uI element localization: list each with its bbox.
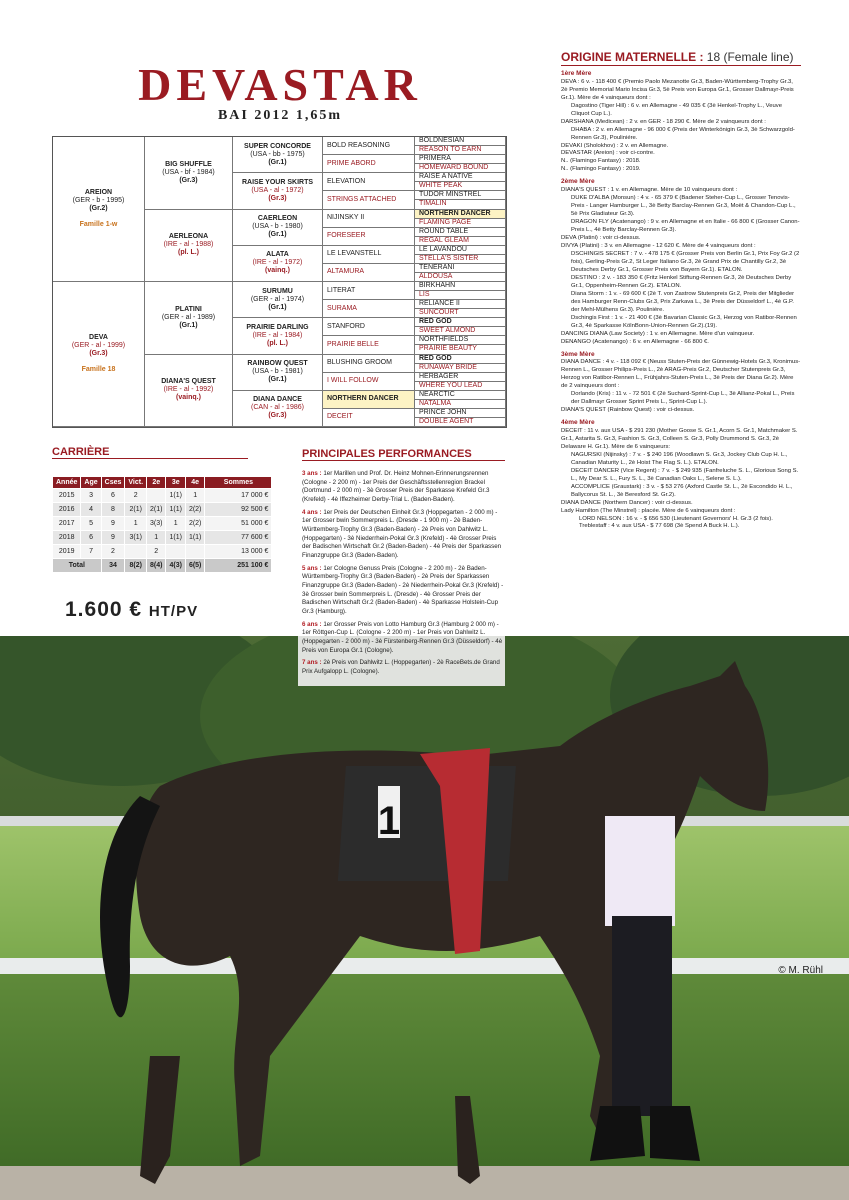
horse-grade: (pl. L.) xyxy=(178,249,199,257)
career-cell: 1(1) xyxy=(166,531,185,545)
maternal-origin-text xyxy=(561,70,801,531)
maternal-origin xyxy=(561,50,801,531)
pedigree-gen4: DECEIT xyxy=(323,409,415,427)
career-cell: 2016 xyxy=(53,503,81,517)
performance-year: 5 ans : xyxy=(302,564,322,572)
pedigree-gen4: STANFORD xyxy=(323,318,415,336)
career-row xyxy=(53,531,272,545)
career-cell: 3(1) xyxy=(125,531,147,545)
maternal-origin-heading xyxy=(561,50,801,66)
pedigree-gen5: RUNAWAY BRIDE xyxy=(415,364,506,373)
career-cell: 9 xyxy=(101,517,125,531)
career-cell: 4 xyxy=(81,503,101,517)
horse-name: BIG SHUFFLE xyxy=(165,160,212,168)
career-row xyxy=(53,517,272,531)
horse-grade: (Gr.3) xyxy=(89,350,108,357)
horse-info: (IRE - al - 1992) xyxy=(163,386,214,394)
pedigree-gen4: LITERAT xyxy=(323,282,415,300)
horse-info: (USA - b - 1980) xyxy=(252,223,303,231)
career-total-cell: 8(4) xyxy=(147,559,166,573)
pedigree-gen5: STELLA'S SISTER xyxy=(415,255,506,264)
horse-info: (GER - al - 1974) xyxy=(250,295,305,303)
career-cell: 1(1) xyxy=(166,489,185,503)
horse-grade: (Gr.3) xyxy=(268,194,287,202)
pedigree-gen4: NIJINSKY II xyxy=(323,210,415,228)
produce-line: NAGURSKI (Nijinsky) : 7 v. - $ 240 196 (Woodlawn S. Gr.3, Jockey Club Cup H. L., Canadian Maturity L., 2è Hoist The Flag S. L.). ETALON. xyxy=(571,451,788,466)
career-col-header: Sommes xyxy=(205,477,272,489)
career-cell: 92 500 € xyxy=(205,503,272,517)
performance-paragraph xyxy=(302,509,505,561)
pedigree-gen5: TUDOR MINSTREL xyxy=(415,191,506,200)
career-cell: 2018 xyxy=(53,531,81,545)
performance-year: 4 ans : xyxy=(302,508,322,516)
horse-photo-illustration xyxy=(0,636,849,1200)
horse-grade: (Gr.1) xyxy=(268,376,287,384)
produce-line: DEVAKI (Sholokhov) : 2 v. en Allemagne. xyxy=(561,142,669,149)
pedigree-gen3 xyxy=(233,210,323,246)
pedigree-gen5: LE LAVANDOU xyxy=(415,246,506,255)
performance-text: 1er Preis der Deutschen Einheit Gr.3 (Hoppegarten - 2 000 m) - 1er Grosser bwin Sommerpreis L. (Dresde - 1 900 m) - 2è Baden-Württemberg-Trophy Gr.3 (Baden-Baden) - 2è Preis von Dahlwitz L. (Hoppegarten) - 3è Niederrhein-Pokal Gr.3 (Krefeld) - 4è Grosser Preis der Badischen Wirtschaft Gr.2 (Baden-Baden) - 4è Preis der Sparkassen Finanzgruppe Gr.3 (Baden-Baden). xyxy=(302,508,502,560)
horse-grade: (vainq.) xyxy=(265,267,290,275)
career-col-header: Age xyxy=(81,477,101,489)
photo-credit: © M. Rühl xyxy=(778,965,823,976)
pedigree-gen5: FLAMING PAGE xyxy=(415,219,506,228)
dam-generation-heading: 2ème Mère xyxy=(561,178,595,186)
horse-name: DIANA DANCE xyxy=(253,396,302,404)
pedigree-gen5: NATALMA xyxy=(415,400,506,409)
pedigree-gen4: BLUSHING GROOM xyxy=(323,355,415,373)
career-cell: 2(1) xyxy=(125,503,147,517)
pedigree-gen5: SUNCOURT xyxy=(415,309,506,318)
pedigree-table xyxy=(52,136,507,428)
career-cell xyxy=(166,545,185,559)
performance-year: 6 ans : xyxy=(302,620,322,628)
pedigree-gen3 xyxy=(233,173,323,209)
pedigree-gen4: I WILL FOLLOW xyxy=(323,373,415,391)
pedigree-gen5: PRAIRIE BEAUTY xyxy=(415,345,506,354)
career-heading: CARRIÈRE xyxy=(52,446,248,459)
career-cell: 1 xyxy=(166,517,185,531)
pedigree-gen5: LIS xyxy=(415,291,506,300)
produce-line: DIVYA (Platini) : 3 v. en Allemagne - 12 620 €. Mère de 4 vainqueurs dont : xyxy=(561,242,756,249)
performance-year: 3 ans : xyxy=(302,470,322,477)
career-total-cell: 34 xyxy=(101,559,125,573)
career-cell: 3(3) xyxy=(147,517,166,531)
career-col-header: 2e xyxy=(147,477,166,489)
pedigree-gen5: RAISE A NATIVE xyxy=(415,173,506,182)
pedigree-gen2 xyxy=(145,210,233,283)
pedigree-gen5: RELIANCE II xyxy=(415,300,506,309)
pedigree-dam xyxy=(53,282,145,427)
career-cell: 2 xyxy=(147,545,166,559)
career-cell: 1(1) xyxy=(185,531,204,545)
pedigree-gen4: PRIME ABORD xyxy=(323,155,415,173)
career-cell: 2(2) xyxy=(185,503,204,517)
career-cell: 2(1) xyxy=(147,503,166,517)
horse-grade: (Gr.3) xyxy=(179,176,198,184)
horse-grade: (Gr.3) xyxy=(268,412,287,420)
produce-line: DUKE D'ALBA (Monsun) : 4 v. - 65 379 € (Badener Steher-Cup L., Grosser Tenovis-Preis - Langer Hamburger L., 3è Betty Barclay-Rennen Gr.3, Moët & Chandon-Cup L., 5è Prix Gladiateur Gr.3). xyxy=(571,195,796,218)
career-cell: 2019 xyxy=(53,545,81,559)
pedigree-gen5: DOUBLE AGENT xyxy=(415,418,506,427)
pedigree-gen5: WHITE PEAK xyxy=(415,182,506,191)
horse-name: AREION xyxy=(84,188,113,196)
performance-paragraph xyxy=(302,659,505,676)
career-cell: 6 xyxy=(101,489,125,503)
career-cell: 5 xyxy=(81,517,101,531)
pedigree-gen4: LE LEVANSTELL xyxy=(323,246,415,264)
career-col-header: Année xyxy=(53,477,81,489)
horse-name: RAISE YOUR SKIRTS xyxy=(241,178,314,186)
pedigree-gen3 xyxy=(233,246,323,282)
pedigree-gen5: ALDOUSA xyxy=(415,273,506,282)
career-cell: 2 xyxy=(101,545,125,559)
origin-heading-label: ORIGINE MATERNELLE : xyxy=(561,50,704,64)
produce-line: DIANA'S QUEST (Rainbow Quest) : voir ci-dessus. xyxy=(561,407,695,414)
career-col-header: Vict. xyxy=(125,477,147,489)
career-cell: 2 xyxy=(125,489,147,503)
horse-info: (IRE - al - 1988) xyxy=(163,241,214,249)
performance-text: 1er Marillen und Prof. Dr. Heinz Mohnen-Erinnerungsrennen (Cologne - 2 200 m) - 1er Preis der Geschäftsstellenregion Brackel (Dortmund - 2 000 m) - 3è Grosser Preis der Sparkasse Krefeld Gr.3 (Krefeld) - 4è Iffezheimer Derby-Trial L. (Baden-Baden). xyxy=(302,470,490,504)
pedigree-gen3 xyxy=(233,391,323,427)
performances-heading: PRINCIPALES PERFORMANCES xyxy=(302,448,505,461)
produce-line: N.. (Flamingo Fantasy) : 2018. xyxy=(561,158,641,165)
career-total-cell: 251 100 € xyxy=(205,559,272,573)
career-total-cell: 4(3) xyxy=(166,559,185,573)
career-cell: 51 000 € xyxy=(205,517,272,531)
pedigree-gen2 xyxy=(145,137,233,210)
career-cell: 1(1) xyxy=(166,503,185,517)
career-cell: 2(2) xyxy=(185,517,204,531)
produce-line: DECEIT DANCER (Vice Regent) : 7 v. - $ 249 935 (Fanfreluche S. L., Glorious Song S. L., My Dear S. L., Fury S. L., 3è Canadian Oaks L., Selene S. L.). xyxy=(571,467,799,482)
pedigree-gen5: RED GOD xyxy=(415,355,506,364)
pedigree-gen5: HERBAGER xyxy=(415,373,506,382)
pedigree-gen5: SWEET ALMOND xyxy=(415,327,506,336)
career-row xyxy=(53,489,272,503)
pedigree-gen4: SURAMA xyxy=(323,300,415,318)
price xyxy=(65,598,198,622)
produce-line: DIANA'S QUEST : 1 v. en Allemagne. Mère de 10 vainqueurs dont : xyxy=(561,187,738,194)
horse-name: SUPER CONCORDE xyxy=(244,142,311,150)
produce-line: DECEIT : 11 v. aux USA - $ 291 230 (Mother Goose S. Gr.1, Acorn S. Gr.1, Matchmaker S. Gr.1, Astarita S. Gr.3, Fashion S. Gr.3, Colleen S. Gr.3, Polly Drummond S. Gr.3, 2è Delaware H. Gr.1). Mère de 6 vainqueurs: xyxy=(561,427,798,450)
horse-info: (USA - bb - 1975) xyxy=(250,150,305,158)
career-total-cell: Total xyxy=(53,559,102,573)
performance-paragraph xyxy=(302,470,505,505)
horse-name: DIANA'S QUEST xyxy=(161,378,216,386)
performance-year: 7 ans : xyxy=(302,659,322,667)
produce-line: DARSHANA (Medicean) : 2 v. en GER - 18 290 €. Mère de 2 vainqueurs dont : xyxy=(561,118,766,125)
career-cell: 1 xyxy=(185,489,204,503)
produce-line: Diana Storm : 1 v. - 69 600 € (2è T. von Zastrow Stutenpreis Gr.2, Preis der Mitglieder des Hamburger Renn-Clubs Gr.3, Prix Zarkava L., 3è Preis der Düsseldorf L., 4è G.P. der Mehl-Mülhens Gr.3). Pouliniére. xyxy=(571,290,795,313)
pedigree-gen4: STRINGS ATTACHED xyxy=(323,191,415,209)
horse-grade: (vainq.) xyxy=(176,394,201,402)
career-col-header: 3e xyxy=(166,477,185,489)
horse-grade: (Gr.1) xyxy=(268,158,287,166)
career-row xyxy=(53,503,272,517)
pedigree-gen5: BIRKHAHN xyxy=(415,282,506,291)
saddle-number: 1 xyxy=(377,799,401,843)
career-cell: 6 xyxy=(81,531,101,545)
pedigree-gen4: NORTHERN DANCER xyxy=(323,391,415,409)
horse-details: BAI 2012 1,65m xyxy=(217,108,343,123)
horse-info: (GER - b - 1995) xyxy=(72,196,125,204)
pedigree-gen5: HOMEWARD BOUND xyxy=(415,164,506,173)
pedigree-gen3 xyxy=(233,355,323,391)
price-amount: 1.600 € xyxy=(65,598,143,621)
performance-text: 1er Grosser Preis von Lotto Hamburg Gr.3 (Hamburg 2 000 m) - 1er Röttgen-Cup L. (Cologne - 2 200 m) - 1er Preis von Dahlwitz L. (Hoppegarten - 2 000 m) - 3è Fürstenberg-Rennen Gr.3 (Düsseldorf) - 4è Preis von Europa Gr.1 (Cologne). xyxy=(302,620,503,654)
pedigree-gen5: TIMALIN xyxy=(415,200,506,209)
produce-line: Dagostino (Tiger Hill) : 6 v. en Allemagne - 49 035 € (3è Henkel-Trophy L., Veuve Cliquot Cup L.). xyxy=(571,102,782,117)
horse-name: AERLEONA xyxy=(168,233,209,241)
horse-grade: (Gr.1) xyxy=(179,321,198,329)
produce-line: DRAGON FLY (Acatenango) : 9 v. en Allemagne et en Italie - 66 800 € (Grosser Canon-Preis L., 4è Betty Barclay-Rennen Gr.3). xyxy=(571,219,800,233)
pedigree-gen5: ROUND TABLE xyxy=(415,228,506,237)
pedigree-gen4: FORESEER xyxy=(323,228,415,246)
pedigree-gen4: PRAIRIE BELLE xyxy=(323,336,415,354)
produce-line: DESTINO : 2 v. - 183 350 € (Fritz Henkel Stiftung-Rennen Gr.3, 2è Deutsches Derby Gr.1, Oppenheim-Rennen Gr.2). ETALON. xyxy=(571,274,792,289)
pedigree-gen3 xyxy=(233,318,323,354)
career-cell: 1 xyxy=(125,517,147,531)
horse-info: (IRE - al - 1972) xyxy=(252,259,303,267)
produce-line: DIANA DANCE : 4 v. - 118 092 € (Neuss Stuten-Preis der Günnewig-Hotels Gr.3, Kronimus-Rennen L., Grosser Philips-Preis L., 2è ARAG-Preis Gr.2, Deutscher Stutenpreis Gr.3, Herzog von Ratibor-Rennen L., Frühjahrs-Stuten-Preis L., 3è Preis der Diana Gr.2). Mère de 2 vainqueurs dont : xyxy=(561,359,801,390)
horse-info: (GER - al - 1989) xyxy=(161,313,216,321)
produce-line: Lady Hamilton (The Minstrel) : placée. Mère de 6 vainqueurs dont : xyxy=(561,507,736,514)
produce-line: DANCING DIANA (Law Society) : 1 v. en Allemagne. Mère d'un vainqueur. xyxy=(561,330,755,337)
career-cell: 2015 xyxy=(53,489,81,503)
produce-line: N.. (Flamingo Fantasy) : 2019. xyxy=(561,166,641,173)
pedigree-gen5: NORTHFIELDS xyxy=(415,336,506,345)
horse-info: (USA - bf - 1984) xyxy=(162,168,215,176)
horse-info: (USA - al - 1972) xyxy=(251,186,304,194)
career-cell: 2017 xyxy=(53,517,81,531)
produce-line: Dschingis First : 1 v. - 21 400 € (3è Bavarian Classic Gr.3, Herzog von Ratibor-Rennen Gr.3, 4è Sparkasse KölnBonn-Union-Rennen Gr.2).(19). xyxy=(571,314,797,329)
horse-info: (IRE - al - 1984) xyxy=(252,331,303,339)
horse-info: (USA - b - 1981) xyxy=(252,368,303,376)
career-total-cell: 6(5) xyxy=(185,559,204,573)
career-col-header: 4e xyxy=(185,477,204,489)
horse-name: PRAIRIE DARLING xyxy=(246,323,309,331)
career-cell xyxy=(185,545,204,559)
horse-name: DEVASTAR xyxy=(138,59,422,110)
produce-line: Treblestaff : 4 v. aux USA - $ 77 698 (3è Spend A Buck H. L.). xyxy=(579,523,740,530)
performance-paragraph xyxy=(302,565,505,617)
horse-info: (CAN - al - 1986) xyxy=(251,404,304,412)
career-cell: 3 xyxy=(81,489,101,503)
family-label: Famille 18 xyxy=(81,366,116,374)
horse-grade: (pl. L.) xyxy=(267,339,288,347)
produce-line: DEVA (Platini) : voir ci-dessus. xyxy=(561,234,641,241)
career-cell xyxy=(147,489,166,503)
pedigree-gen2 xyxy=(145,282,233,355)
horse-name: DEVA xyxy=(89,333,108,341)
pedigree-gen2 xyxy=(145,355,233,428)
performance-text: 2è Preis von Dahlwitz L. (Hoppegarten) - 2è RaceBets.de Grand Prix Aufgalopp L. (Cologne). xyxy=(302,659,500,676)
pedigree-gen4: ALTAMURA xyxy=(323,264,415,282)
career-total-cell: 8(2) xyxy=(125,559,147,573)
horse-grade: (Gr.1) xyxy=(268,231,287,239)
career-total-row xyxy=(53,559,272,573)
pedigree-gen3 xyxy=(233,137,323,173)
performance-paragraph xyxy=(302,621,505,656)
pedigree-gen5: RED GOD xyxy=(415,318,506,327)
price-suffix: HT/PV xyxy=(148,603,199,620)
family-label: Famille 1-w xyxy=(79,221,118,229)
produce-line: Dorlando (Kris) : 11 v. - 72 501 € (2è Suchard-Sprint-Cup L., 3è Allianz-Pokal L., Preis der Dallmayr Grosser Sprint Preis L., Sprint-Cup L.). xyxy=(571,391,795,406)
produce-line: DSCHINGIS SECRET : 7 v. - 478 175 € (Grosser Preis von Berlin Gr.1, Prix Foy Gr.2 (2 fois), Gerling-Preis Gr.2, St Leger Italiano Gr.3, 2è Grand Prix de Chantilly Gr.2, 3è Deutsches Derby Gr.1, Grosser Preis von Bayern Gr.1). ETALON. xyxy=(571,250,800,273)
dam-generation-heading: 3ème Mère xyxy=(561,350,595,358)
career-cell: 8 xyxy=(101,503,125,517)
produce-line: DHABA : 2 v. en Allemagne - 96 000 € (Preis der Winterkönigin Gr.3, 3è Schwarzgold-Rennen Gr.3), Pouliniére. xyxy=(571,126,795,141)
career-table xyxy=(52,476,272,573)
career-cell: 9 xyxy=(101,531,125,545)
horse-name: ALATA xyxy=(266,251,289,259)
performances-text xyxy=(302,470,505,681)
career-cell xyxy=(125,545,147,559)
pedigree-gen5: TENERANI xyxy=(415,264,506,273)
pedigree-gen5: NEARCTIC xyxy=(415,391,506,400)
horse-grade: (Gr.1) xyxy=(268,303,287,311)
dam-generation-heading: 4ème Mère xyxy=(561,419,595,427)
produce-line: DEVA : 6 v. - 118 400 € (Premio Paolo Mezanotte Gr.3, Baden-Württemberg-Trophy Gr.3, 2è Premio Memorial Mario Incisa Gr.3, 5è Preis von Europa Gr.1, Grosser Dallmayr-Preis Gr.1). Mère de 4 vainqueurs dont : xyxy=(561,78,794,101)
pedigree-gen5: WHERE YOU LEAD xyxy=(415,382,506,391)
horse-info: (GER - al - 1999) xyxy=(71,341,126,349)
pedigree-sire xyxy=(53,137,145,282)
pedigree-gen5: PRINCE JOHN xyxy=(415,409,506,418)
produce-line: DENANGO (Acatenango) : 6 v. en Allemagne - 66 800 €. xyxy=(561,338,709,345)
pedigree-gen5: REGAL GLEAM xyxy=(415,237,506,246)
pedigree-gen5: PRIMERA xyxy=(415,155,506,164)
career-cell: 1 xyxy=(147,531,166,545)
produce-line: ACCOMPLICE (Graustark) : 3 v. - $ 53 276 (Axford Castle St. L., 2è Escondido H. L., Ballycorus St. L., 3è Beresford St. Gr.2). xyxy=(571,483,793,498)
career-col-header: Cses xyxy=(101,477,125,489)
performance-text: 1er Cologne Genuss Preis (Cologne - 2 200 m) - 2è Baden-Württemberg-Trophy Gr.3 (Baden-Baden) - 2è Preis der Sparkassen Finanzgruppe Gr.3 (Baden-Baden) - 2è Niederrhein-Pokal Gr.3 (Krefeld) - 3è Grosser bwin Sommerpreis L. (Dresde) - 4è Grosser Preis der Badischen Wirtschaft Gr.2 (Baden-Baden) - 4è Sparkasse Holstein-Cup Gr.3 (Hamburg). xyxy=(302,564,504,616)
pedigree-gen4: ELEVATION xyxy=(323,173,415,191)
horse-name: RAINBOW QUEST xyxy=(247,360,308,368)
produce-line: DIANA DANCE (Northern Dancer) : voir ci-dessus. xyxy=(561,499,693,506)
produce-line: LORD NELSON : 16 v. - $ 656 530 (Lieutenant Governors' H. Gr.3 (2 fois). xyxy=(579,515,773,522)
horse-name: CAERLEON xyxy=(257,215,298,223)
pedigree-gen4: BOLD REASONING xyxy=(323,137,415,155)
career-row xyxy=(53,545,272,559)
horse-name: SURUMU xyxy=(262,287,293,295)
horse-name: PLATINI xyxy=(175,305,202,313)
pedigree-gen5: REASON TO EARN xyxy=(415,146,506,155)
horse-photo xyxy=(0,636,849,1200)
career-cell: 77 600 € xyxy=(205,531,272,545)
produce-line: DEVASTAR (Areion) : voir ci-contre. xyxy=(561,150,655,157)
pedigree-gen3 xyxy=(233,282,323,318)
career-cell: 13 000 € xyxy=(205,545,272,559)
career-cell: 17 000 € xyxy=(205,489,272,503)
career-cell: 7 xyxy=(81,545,101,559)
pedigree-gen5: BOLDNESIAN xyxy=(415,137,506,146)
origin-heading-suffix: 18 (Female line) xyxy=(706,50,794,64)
pedigree-gen5: NORTHERN DANCER xyxy=(415,210,506,219)
horse-grade: (Gr.2) xyxy=(89,205,108,212)
dam-generation-heading: 1ère Mère xyxy=(561,70,592,77)
